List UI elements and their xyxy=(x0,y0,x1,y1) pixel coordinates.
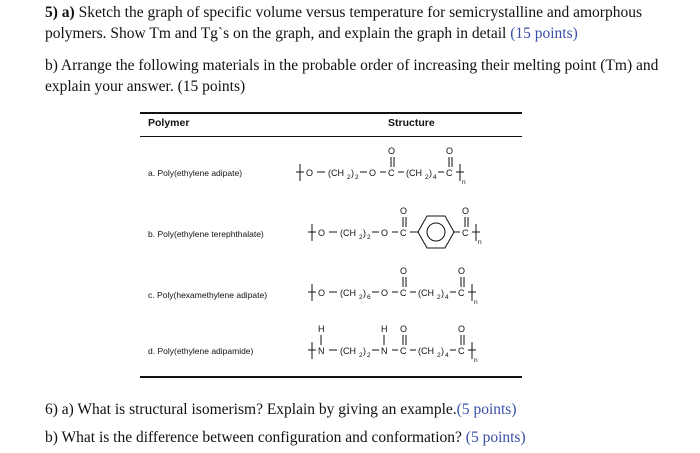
svg-text:(CH: (CH xyxy=(418,346,434,356)
svg-text:n: n xyxy=(474,357,478,364)
svg-text:O: O xyxy=(400,324,408,334)
svg-text:N: N xyxy=(381,346,388,356)
svg-text:N: N xyxy=(318,346,325,356)
svg-text:2: 2 xyxy=(367,234,371,241)
svg-text:C: C xyxy=(462,228,469,238)
structure-d xyxy=(308,324,478,364)
structure-b xyxy=(308,206,482,248)
svg-text:): ) xyxy=(351,168,354,178)
question-5a-text: Sketch the graph of specific volume versus temperature for semicrystalline and amorphous polymers. Show Tm and Tg`s on the graph, and explain the graph in detail xyxy=(45,4,642,42)
structure-a xyxy=(296,146,466,186)
svg-text:2: 2 xyxy=(425,174,429,181)
svg-text:O: O xyxy=(388,146,396,156)
svg-text:(CH: (CH xyxy=(340,346,356,356)
svg-text:C: C xyxy=(446,168,453,178)
table-bottom-rule xyxy=(140,376,522,378)
svg-text:2: 2 xyxy=(359,294,363,301)
svg-text:6: 6 xyxy=(367,294,371,301)
svg-text:): ) xyxy=(441,288,444,298)
svg-text:): ) xyxy=(363,346,366,356)
question-5b-points: (15 points) xyxy=(177,78,246,95)
question-6a-points: (5 points) xyxy=(456,401,517,418)
svg-text:(CH: (CH xyxy=(328,168,344,178)
polymer-table xyxy=(140,112,522,378)
svg-text:C: C xyxy=(388,168,395,178)
svg-text:): ) xyxy=(363,228,366,238)
svg-text:n: n xyxy=(462,179,466,186)
svg-text:O: O xyxy=(306,168,314,178)
polymer-name-b: b. Poly(ethylene terephthalate) xyxy=(148,229,264,239)
svg-text:2: 2 xyxy=(359,352,363,359)
polymer-name-d: d. Poly(ethylene adipamide) xyxy=(148,346,254,356)
polymer-name-c: c. Poly(hexamethylene adipate) xyxy=(148,290,268,300)
question-6b xyxy=(45,427,526,448)
svg-text:(CH: (CH xyxy=(418,288,434,298)
svg-text:(CH: (CH xyxy=(406,168,422,178)
svg-text:2: 2 xyxy=(367,352,371,359)
question-6b-text: b) What is the difference between configuration and conformation? xyxy=(45,429,462,446)
svg-text:O: O xyxy=(369,168,377,178)
svg-text:H: H xyxy=(381,324,388,334)
svg-text:C: C xyxy=(400,228,407,238)
svg-text:4: 4 xyxy=(445,294,449,301)
svg-text:n: n xyxy=(474,299,478,306)
polymer-name-a: a. Poly(ethylene adipate) xyxy=(148,168,243,178)
svg-text:): ) xyxy=(441,346,444,356)
svg-text:2: 2 xyxy=(437,294,441,301)
question-5a-points: (15 points) xyxy=(510,25,578,42)
svg-text:O: O xyxy=(400,266,408,276)
svg-text:): ) xyxy=(429,168,432,178)
svg-text:O: O xyxy=(458,324,466,334)
svg-text:H: H xyxy=(318,324,325,334)
svg-text:): ) xyxy=(363,288,366,298)
svg-text:O: O xyxy=(381,288,389,298)
svg-text:O: O xyxy=(400,206,408,216)
svg-text:O: O xyxy=(462,206,470,216)
question-6a xyxy=(45,399,517,420)
question-5a-number: 5) a) xyxy=(45,4,75,21)
structure-diagrams xyxy=(140,112,522,378)
svg-text:O: O xyxy=(381,228,389,238)
svg-text:2: 2 xyxy=(359,234,363,241)
question-5a xyxy=(45,2,685,44)
svg-text:O: O xyxy=(446,146,454,156)
svg-text:C: C xyxy=(400,346,407,356)
header-structure: Structure xyxy=(388,117,435,129)
svg-text:C: C xyxy=(400,288,407,298)
svg-text:2: 2 xyxy=(347,174,351,181)
svg-text:2: 2 xyxy=(355,174,359,181)
svg-text:(CH: (CH xyxy=(340,228,356,238)
svg-text:4: 4 xyxy=(433,174,437,181)
svg-text:(CH: (CH xyxy=(340,288,356,298)
svg-text:O: O xyxy=(318,288,326,298)
header-polymer: Polymer xyxy=(148,117,190,129)
structure-c xyxy=(308,266,478,306)
svg-text:4: 4 xyxy=(445,352,449,359)
question-5b-text: b) Arrange the following materials in the probable order of increasing their melting point (Tm) and explain your answer. xyxy=(45,57,659,95)
svg-text:O: O xyxy=(318,228,326,238)
question-6a-text: 6) a) What is structural isomerism? Explain by giving an example. xyxy=(45,401,457,418)
svg-text:n: n xyxy=(478,239,482,246)
svg-text:C: C xyxy=(458,288,465,298)
svg-text:C: C xyxy=(458,346,465,356)
question-6b-points: (5 points) xyxy=(465,429,526,446)
question-5b xyxy=(45,55,685,97)
svg-text:O: O xyxy=(458,266,466,276)
svg-text:2: 2 xyxy=(437,352,441,359)
